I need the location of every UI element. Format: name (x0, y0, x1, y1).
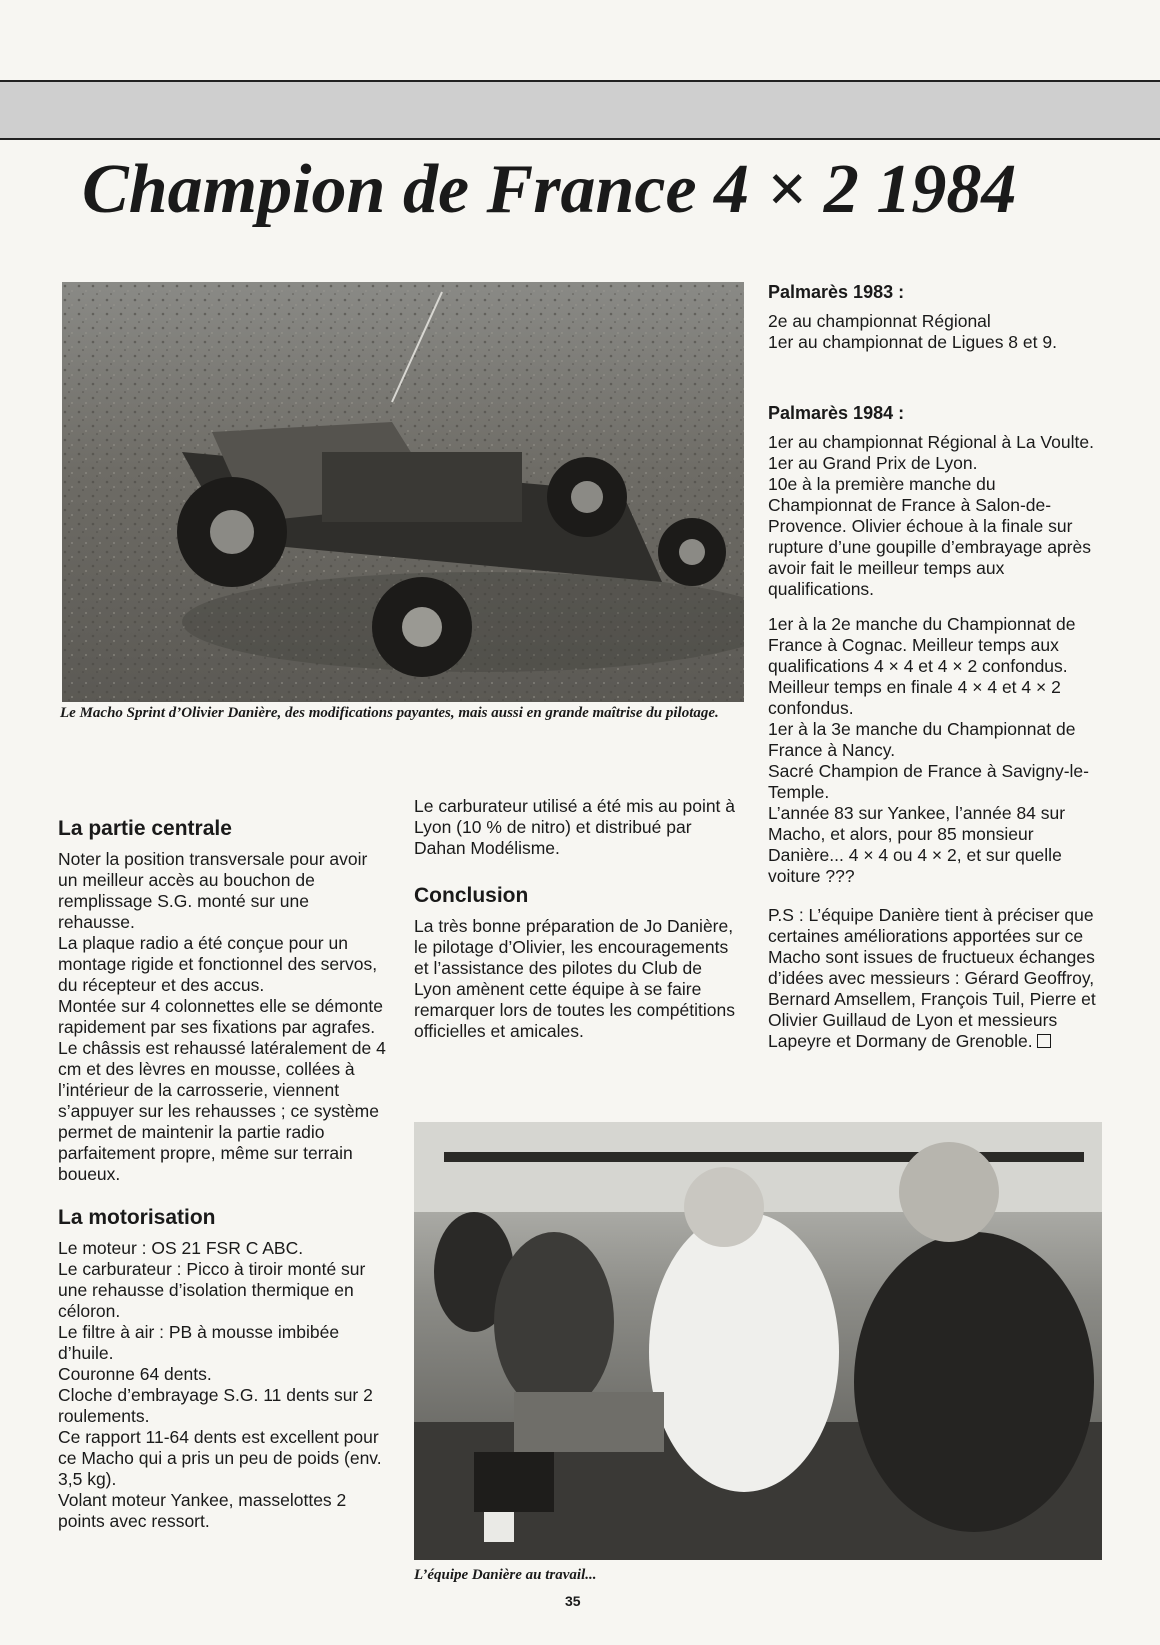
palmares-1984-item: 1er à la 2e manche du Championnat de France à Cognac. Meilleur temps aux qualifications 4 × 4 et 4 × 2 confondus. Meilleur temps en finale 4 × 4 et 4 × 2 confondus. (768, 614, 1076, 718)
palmares-1984-heading: Palmarès 1984 : (768, 403, 905, 423)
middle-column (414, 796, 744, 1042)
page-title: Champion de France 4 × 2 1984 (82, 151, 1017, 228)
palmares-1983-heading: Palmarès 1983 : (768, 282, 905, 302)
palmares-column (768, 282, 1098, 1052)
body-paragraph: Le châssis est rehaussé latéralement de 4 cm et des lèvres en mousse, collées à l’intérieur de la carrosserie, viennent s’appuyer sur les rehausses ; ce système permet de maintenir la partie radio parfaitement propre, même sur terrain boueux. (58, 1038, 386, 1184)
spec-line: Le moteur : OS 21 FSR C ABC. (58, 1238, 304, 1258)
palmares-1984-item: 1er au Grand Prix de Lyon. (768, 453, 978, 473)
spec-line: Ce rapport 11-64 dents est excellent pour ce Macho qui a pris un peu de poids (env. 3,5 kg). (58, 1427, 382, 1489)
team-photo (414, 1122, 1102, 1560)
section-heading-partie-centrale: La partie centrale (58, 817, 232, 840)
spec-line: Couronne 64 dents. (58, 1364, 212, 1384)
palmares-1984-item: L’année 83 sur Yankee, l’année 84 sur Macho, et alors, pour 85 monsieur Danière... 4 × 4 ou 4 × 2, et sur quelle voiture ??? (768, 803, 1066, 886)
palmares-1983-line: 2e au championnat Régional (768, 311, 991, 331)
spec-line: Volant moteur Yankee, masselottes 2 points avec ressort. (58, 1490, 347, 1531)
header-band (0, 80, 1160, 140)
section-heading-motorisation: La motorisation (58, 1206, 216, 1229)
palmares-1984-item: 1er à la 3e manche du Championnat de France à Nancy. (768, 719, 1076, 760)
photo-caption: Le Macho Sprint d’Olivier Danière, des modifications payantes, mais aussi en grande maîtrise du pilotage. (60, 705, 719, 721)
palmares-1984-item: 10e à la première manche du Championnat de France à Salon-de-Provence. Olivier échoue à la finale sur rupture d’une goupille d’embrayage après avoir fait le meilleur temps aux qualifications. (768, 474, 1091, 599)
page-number: 35 (565, 1593, 581, 1609)
palmares-1983-line: 1er au championnat de Ligues 8 et 9. (768, 332, 1057, 352)
spec-line: Cloche d’embrayage S.G. 11 dents sur 2 roulements. (58, 1385, 373, 1426)
palmares-1984-item: 1er au championnat Régional à La Voulte. (768, 432, 1094, 452)
section-heading-conclusion: Conclusion (414, 884, 529, 907)
ps-note (768, 905, 1098, 1052)
left-column (58, 818, 388, 1532)
spec-line: Le carburateur : Picco à tiroir monté sur une rehausse d’isolation thermique en céloron. (58, 1259, 366, 1321)
body-paragraph: Noter la position transversale pour avoir un meilleur accès au bouchon de remplissage S.G. monté sur une rehausse. (58, 849, 368, 932)
body-paragraph: La très bonne préparation de Jo Danière, le pilotage d’Olivier, les encouragements et l’assistance des pilotes du Club de Lyon amènent cette équipe à se faire remarquer lors de toutes les compétitions officielles et amicales. (414, 916, 735, 1041)
ps-text: P.S : L’équipe Danière tient à préciser que certaines améliorations apportées sur ce Macho sont issues de fructueux échanges d’idées avec messieurs : Gérard Geoffroy, Bernard Amsellem, François Tuil, Pierre et Olivier Guillaud de Lyon et messieurs Lapeyre et Dormany de Grenoble. (768, 905, 1096, 1051)
photo-caption: L’équipe Danière au travail... (414, 1567, 597, 1583)
body-paragraph: Le carburateur utilisé a été mis au point à Lyon (10 % de nitro) et distribué par Dahan Modélisme. (414, 796, 736, 858)
body-paragraph: La plaque radio a été conçue pour un montage rigide et fonctionnel des servos, du récepteur et des accus. (58, 933, 378, 995)
palmares-1984-item: Sacré Champion de France à Savigny-le-Temple. (768, 761, 1089, 802)
end-mark-icon (1037, 1034, 1051, 1048)
body-paragraph: Montée sur 4 colonnettes elle se démonte rapidement par ses fixations par agrafes. (58, 996, 383, 1037)
rc-car-photo (62, 282, 744, 702)
spec-line: Le filtre à air : PB à mousse imbibée d’huile. (58, 1322, 340, 1363)
